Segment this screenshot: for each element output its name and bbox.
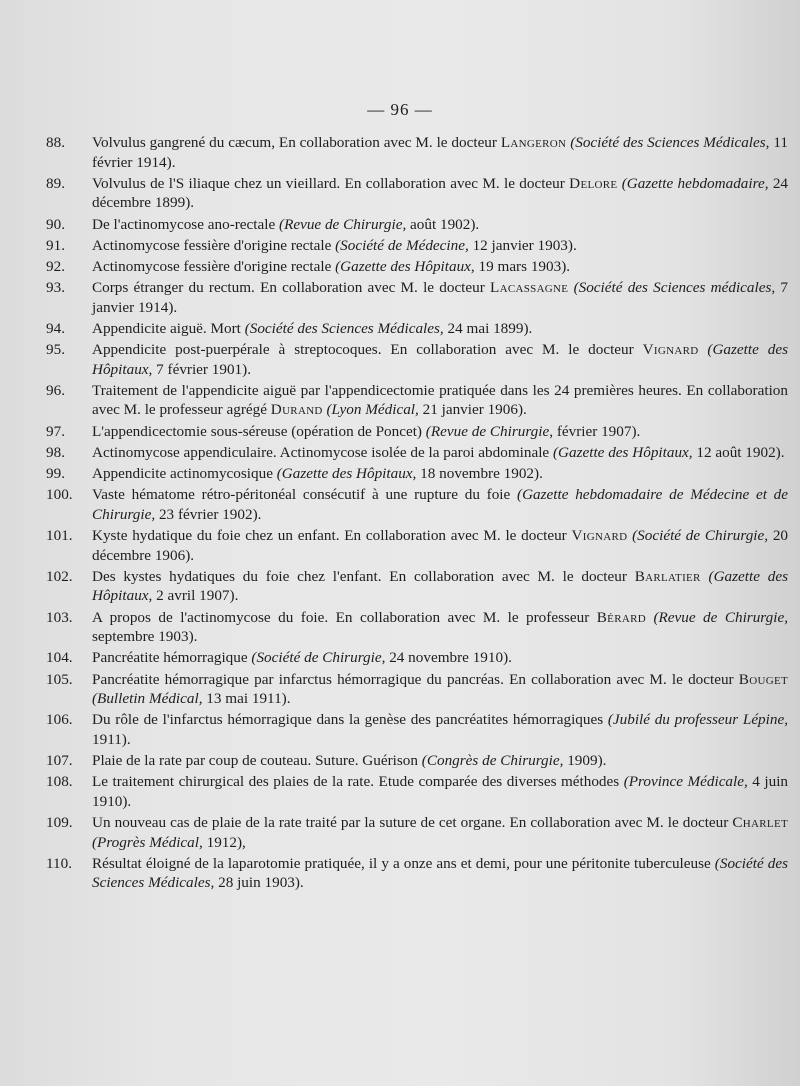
reference-number: 96. xyxy=(46,381,65,399)
reference-text: Le traitement chirurgical des plaies de la rate. Etude comparée des diverses méthodes xyxy=(92,773,624,791)
reference-text: Pancréatite hémorragique xyxy=(92,649,252,667)
reference-text: Résultat éloigné de la laparotomie pratiquée, il y a onze ans et demi, pour une péritonite tuberculeuse xyxy=(92,854,715,872)
reference-number: 106. xyxy=(46,711,73,729)
reference-entry xyxy=(46,133,788,172)
reference-text: septembre 1903). xyxy=(92,628,198,646)
reference-number: 94. xyxy=(46,319,65,337)
source-title: (Gazette des Hôpitaux, xyxy=(92,341,789,378)
reference-text: Traitement de l'appendicite aiguë par l'appendicectomie pratiquée dans les 24 premières heures. En collaboration avec M. le professeur agrégé xyxy=(92,381,788,419)
author-name: Vignard xyxy=(642,341,699,359)
reference-text: Des kystes hydatiques du foie chez l'enfant. En collaboration avec M. le docteur xyxy=(92,567,635,585)
page-number: — 96 — xyxy=(367,100,433,119)
reference-entry xyxy=(46,485,788,524)
reference-number: 105. xyxy=(46,670,73,688)
reference-text: 23 février 1902). xyxy=(155,505,262,523)
reference-number: 110. xyxy=(46,854,73,872)
reference-number: 88. xyxy=(46,134,65,151)
reference-number: 93. xyxy=(46,279,65,297)
reference-entry xyxy=(46,608,788,647)
reference-text: Du rôle de l'infarctus hémorragique dans la genèse des pancréatites hémorragiques xyxy=(92,711,608,729)
reference-text: Actinomycose appendiculaire. Actinomycose isolée de la paroi abdominale xyxy=(92,443,553,461)
reference-text xyxy=(701,568,709,585)
reference-text: Un nouveau cas de plaie de la rate traité par la suture de cet organe. En collaboration avec M. le docteur xyxy=(92,814,733,832)
source-title: (Revue de Chirurgie, xyxy=(279,215,407,233)
reference-entry xyxy=(46,340,788,379)
reference-number: 89. xyxy=(46,174,65,192)
reference-entry xyxy=(46,526,788,565)
reference-text: Actinomycose fessière d'origine rectale xyxy=(92,257,336,275)
reference-number: 100. xyxy=(46,486,73,504)
reference-number: 107. xyxy=(46,752,73,770)
reference-text: 13 mai 1911). xyxy=(202,690,291,708)
source-title: (Gazette des Hôpitaux, xyxy=(335,257,475,275)
reference-number: 108. xyxy=(46,773,73,791)
reference-text: 12 août 1902). xyxy=(692,443,785,461)
reference-number: 101. xyxy=(46,527,73,544)
reference-entry xyxy=(46,422,788,442)
reference-entry xyxy=(46,236,788,256)
reference-text: 20 décembre 1906). xyxy=(92,527,789,564)
reference-number: 109. xyxy=(46,814,73,832)
source-title: (Gazette des Hôpitaux, xyxy=(552,443,693,461)
reference-entry xyxy=(46,443,788,463)
reference-text: 19 mars 1903). xyxy=(474,257,571,275)
source-title: (Congrès de Chirurgie, xyxy=(421,752,564,770)
reference-text: Plaie de la rate par coup de couteau. Suture. Guérison xyxy=(92,752,422,770)
reference-text: 1912), xyxy=(202,833,246,851)
reference-entry xyxy=(46,751,788,771)
reference-entry xyxy=(46,257,788,277)
reference-number: 90. xyxy=(46,215,65,233)
source-title: (Revue de Chirurgie, xyxy=(653,608,788,626)
reference-entry xyxy=(46,174,788,213)
source-title: (Gazette hebdomadaire de Médecine et de Chirurgie, xyxy=(92,486,788,523)
reference-entry xyxy=(46,381,788,420)
reference-entry xyxy=(46,278,788,317)
author-name: Langeron xyxy=(500,134,567,151)
reference-number: 98. xyxy=(46,443,65,461)
reference-entry xyxy=(46,464,788,484)
reference-text: Appendicite aiguë. Mort xyxy=(92,319,245,337)
reference-text: Pancréatite hémorragique par infarctus hémorragique du pancréas. En collaboration avec M. le docteur xyxy=(92,670,739,688)
reference-entry xyxy=(46,319,788,339)
reference-text: De l'actinomycose ano-rectale xyxy=(92,215,280,233)
reference-entry xyxy=(46,710,788,749)
reference-text: 28 juin 1903). xyxy=(214,874,304,892)
source-title: (Bulletin Médical, xyxy=(92,690,203,708)
reference-text: A propos de l'actinomycose du foie. En collaboration avec M. le professeur xyxy=(92,608,597,626)
author-name: Charlet xyxy=(732,814,788,832)
reference-text: 2 avril 1907). xyxy=(152,587,239,605)
reference-number: 102. xyxy=(46,567,73,585)
reference-entry xyxy=(46,567,788,606)
reference-list xyxy=(46,133,788,895)
source-title: (Gazette hebdomadaire, xyxy=(621,174,769,192)
reference-text: Corps étranger du rectum. En collaboration avec M. le docteur xyxy=(92,279,491,297)
reference-entry xyxy=(46,854,788,893)
source-title: (Gazette des Hôpitaux, xyxy=(276,465,417,483)
source-title: (Société des Sciences médicales, xyxy=(573,279,776,297)
author-name: Durand xyxy=(270,401,323,419)
reference-text: août 1902). xyxy=(406,215,480,233)
reference-text: L'appendicectomie sous-séreuse (opération de Poncet) xyxy=(92,422,426,440)
source-title: (Gazette des Hôpitaux, xyxy=(92,567,789,605)
source-title: (Société des Sciences Médicales, xyxy=(244,319,444,337)
reference-text: Kyste hydatique du foie chez un enfant. En collaboration avec M. le docteur xyxy=(92,527,572,544)
reference-text: 1911). xyxy=(92,730,131,748)
author-name: Bouget xyxy=(738,670,788,688)
reference-number: 99. xyxy=(46,465,65,483)
reference-number: 92. xyxy=(46,257,65,275)
reference-entry xyxy=(46,215,788,235)
source-title: (Revue de Chirurgie, xyxy=(425,422,554,440)
author-name: Vignard xyxy=(571,527,628,544)
reference-text: 21 janvier 1906). xyxy=(418,401,527,419)
source-title: (Société de Chirurgie, xyxy=(251,649,386,667)
reference-text: 11 février 1914). xyxy=(92,134,788,171)
source-title: (Progrès Médical, xyxy=(92,833,203,851)
author-name: Delore xyxy=(569,174,618,192)
source-title: (Lyon Médical, xyxy=(326,401,419,419)
reference-text: Actinomycose fessière d'origine rectale xyxy=(92,236,336,254)
reference-entry xyxy=(46,813,788,852)
reference-text: Volvulus de l'S iliaque chez un vieillard. En collaboration avec M. le docteur xyxy=(92,174,570,192)
reference-text: 4 juin 1910). xyxy=(92,773,789,810)
reference-text: février 1907). xyxy=(553,422,641,440)
reference-text: Vaste hématome rétro-péritonéal consécutif à une rupture du foie xyxy=(92,486,518,504)
reference-text: Appendicite actinomycosique xyxy=(92,465,277,483)
reference-entry xyxy=(46,648,788,668)
reference-number: 91. xyxy=(46,236,65,254)
reference-number: 104. xyxy=(46,649,73,667)
reference-text: 7 janvier 1914). xyxy=(92,279,789,316)
source-title: (Société de Chirurgie, xyxy=(632,527,769,544)
reference-text: Volvulus gangrené du cæcum, En collaboration avec M. le docteur xyxy=(92,134,501,151)
reference-text: 1909). xyxy=(563,752,607,770)
reference-entry xyxy=(46,772,788,811)
source-title: (Province Médicale, xyxy=(623,773,748,791)
reference-text: 18 novembre 1902). xyxy=(416,465,543,483)
reference-text: 7 février 1901). xyxy=(152,360,252,378)
reference-text: Appendicite post-puerpérale à streptocoques. En collaboration avec M. le docteur xyxy=(92,341,643,359)
author-name: Barlatier xyxy=(634,567,701,585)
reference-number: 95. xyxy=(46,341,65,359)
reference-entry xyxy=(46,670,788,709)
reference-text: 24 mai 1899). xyxy=(443,319,533,337)
reference-text: 24 décembre 1899). xyxy=(92,174,789,212)
author-name: Bérard xyxy=(596,608,646,626)
reference-text: 24 novembre 1910). xyxy=(385,649,512,667)
reference-text: 12 janvier 1903). xyxy=(468,236,577,254)
source-title: (Société de Médecine, xyxy=(335,236,469,254)
source-title: (Jubilé du professeur Lépine, xyxy=(607,711,789,729)
author-name: Lacassagne xyxy=(490,279,569,297)
source-title: (Société des Sciences Médicales, xyxy=(570,134,770,151)
reference-number: 103. xyxy=(46,608,73,626)
source-title: (Société des Sciences Médicales, xyxy=(92,854,788,892)
reference-number: 97. xyxy=(46,422,65,440)
